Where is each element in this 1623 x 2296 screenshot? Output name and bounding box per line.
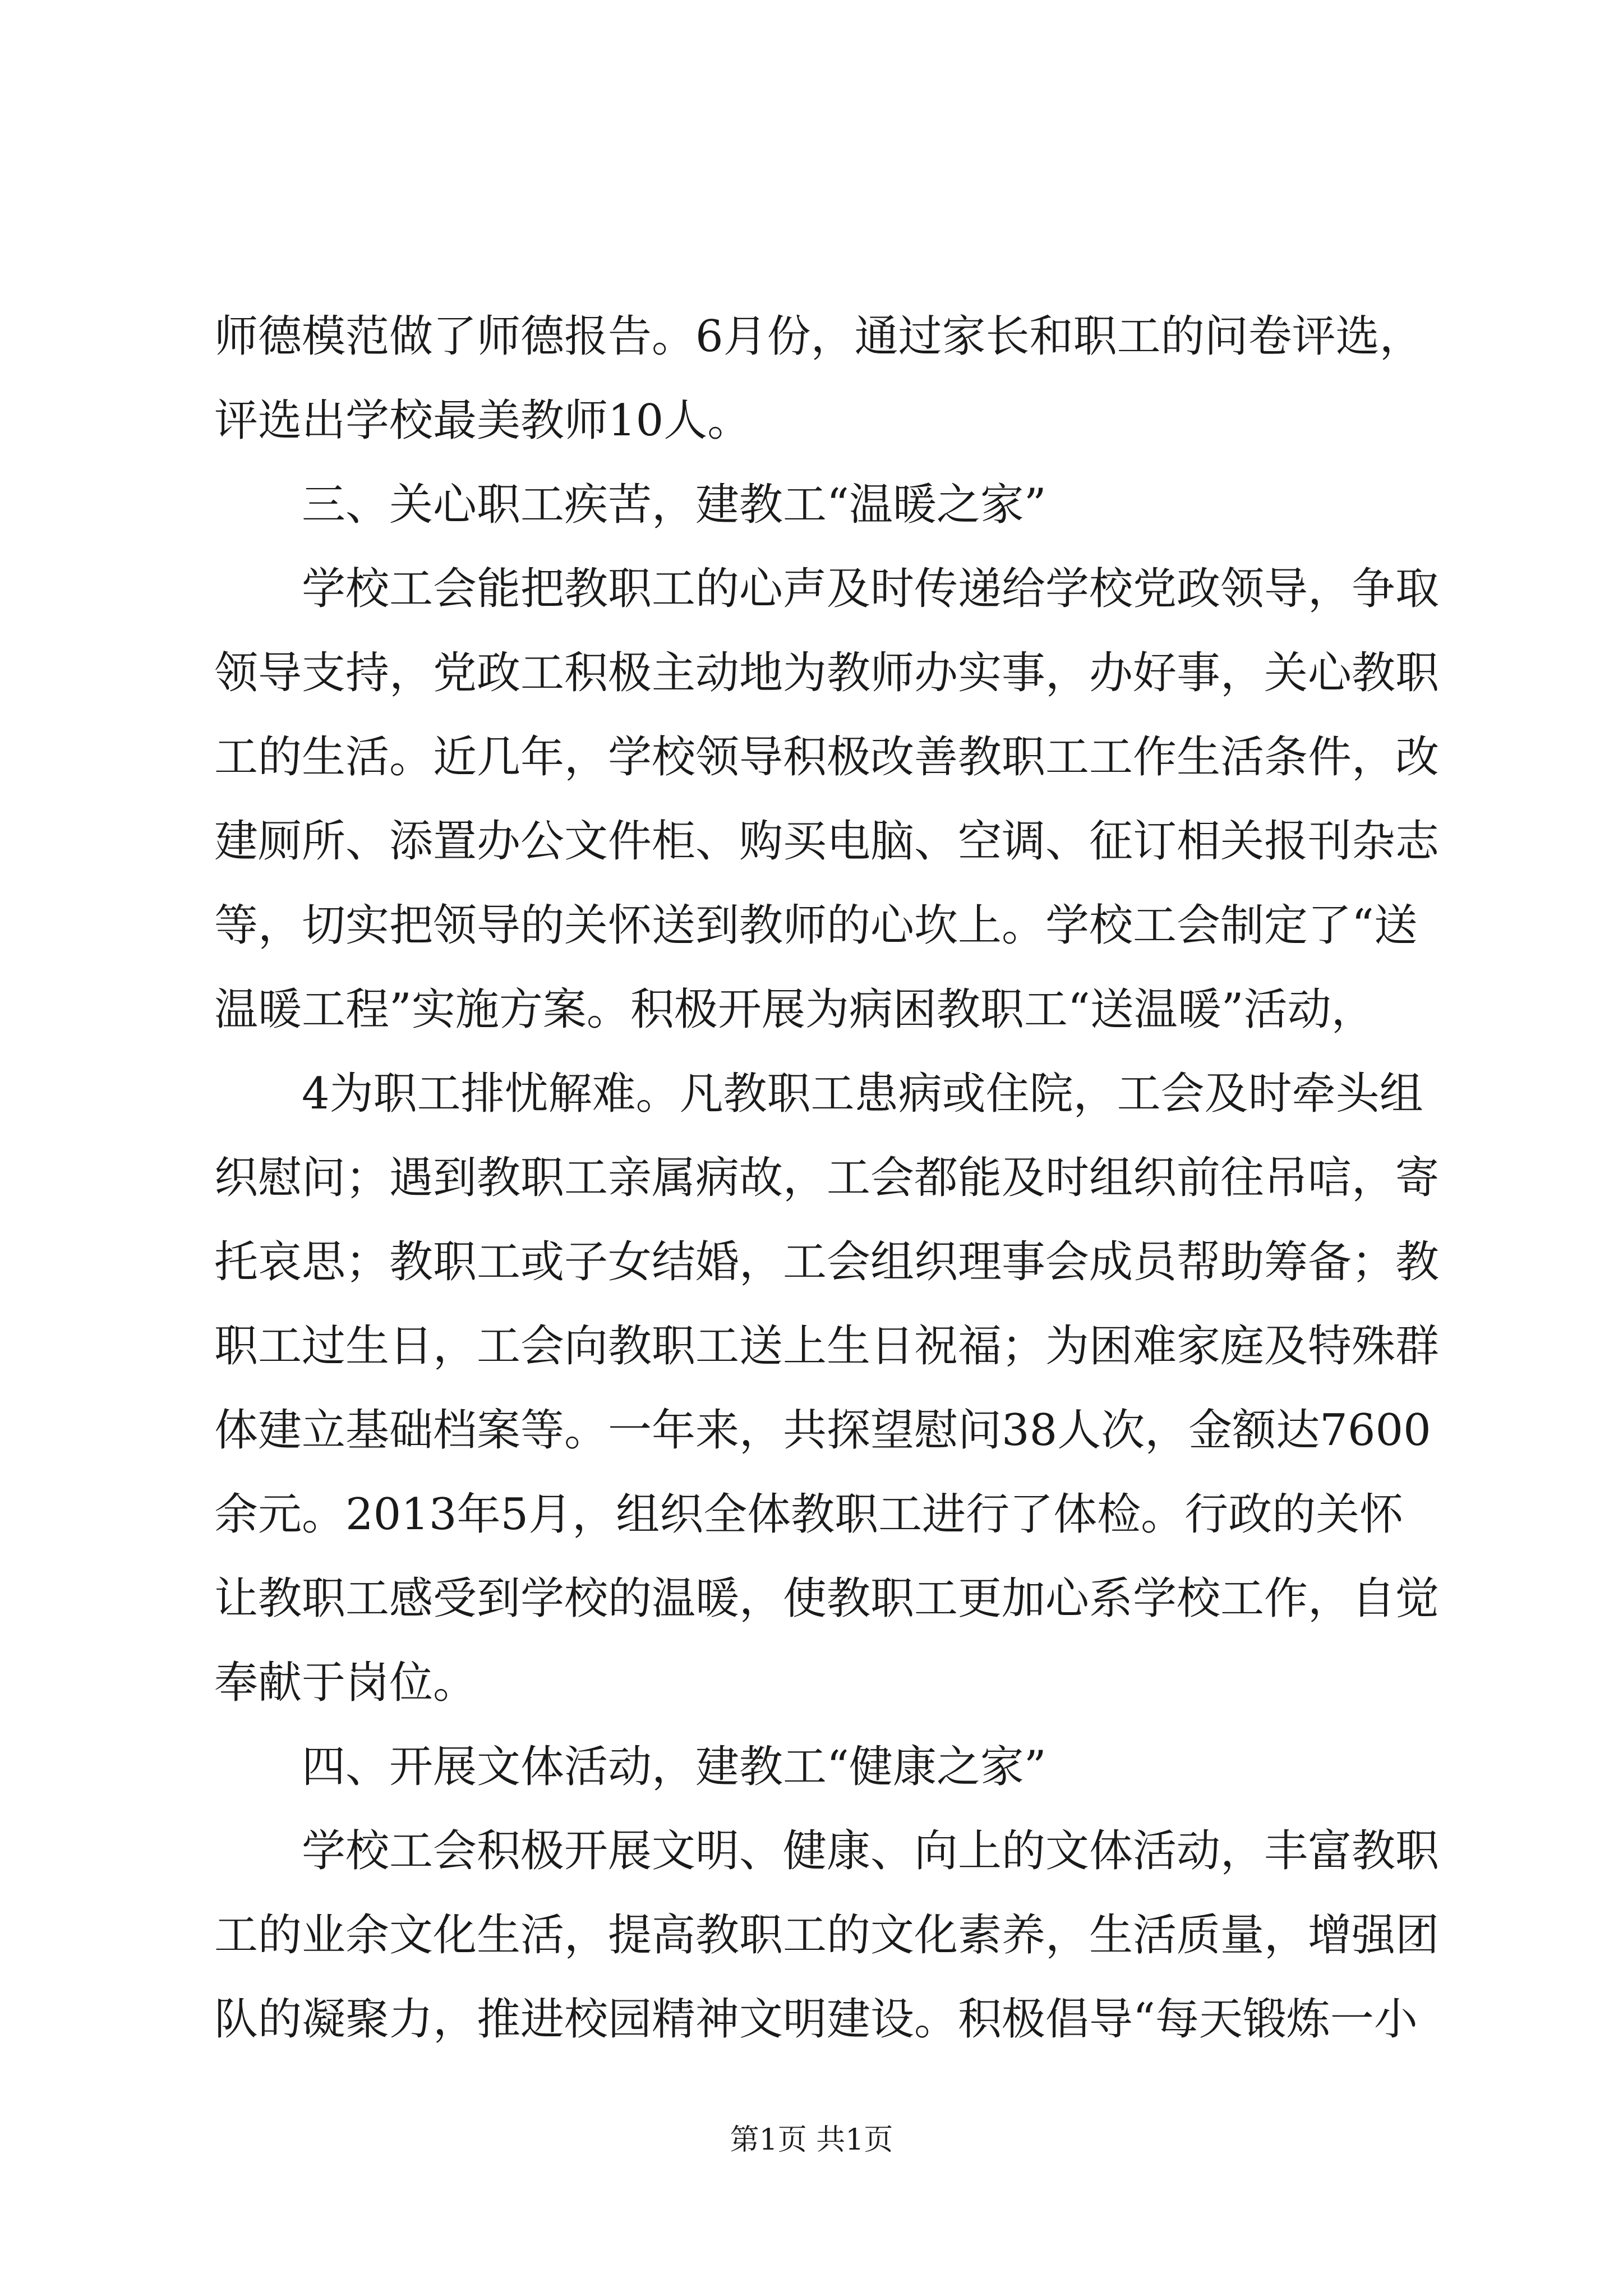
text-line: 工的业余文化生活，提高教职工的文化素养，生活质量，增强团 bbox=[214, 1910, 1440, 1961]
text-line: 让教职工感受到学校的温暖，使教职工更加心系学校工作，自觉 bbox=[214, 1573, 1440, 1624]
text-line: 学校工会能把教职工的心声及时传递给学校党政领导，争取 bbox=[302, 564, 1440, 614]
text-line: 体建立基础档案等。一年来，共探望慰问38人次，金额达7600 bbox=[214, 1405, 1431, 1456]
text-line: 奉献于岗位。 bbox=[214, 1658, 477, 1708]
section-heading: 四、开展文体活动，建教工“健康之家” bbox=[302, 1742, 1046, 1792]
text-line: 学校工会积极开展文明、健康、向上的文体活动，丰富教职 bbox=[302, 1826, 1440, 1876]
text-line: 余元。2013年5月，组织全体教职工进行了体检。行政的关怀 bbox=[214, 1489, 1404, 1540]
page-footer: 第1页 共1页 bbox=[730, 2123, 893, 2157]
text-line: 职工过生日，工会向教职工送上生日祝福；为困难家庭及特殊群 bbox=[214, 1321, 1440, 1372]
text-line: 4为职工排忧解难。凡教职工患病或住院，工会及时牵头组 bbox=[302, 1069, 1423, 1119]
text-line: 织慰问；遇到教职工亲属病故，工会都能及时组织前往吊唁，寄 bbox=[214, 1153, 1440, 1203]
text-line: 托哀思；教职工或子女结婚，工会组织理事会成员帮助筹备；教 bbox=[214, 1237, 1440, 1287]
text-line: 等，切实把领导的关怀送到教师的心坎上。学校工会制定了“送 bbox=[214, 900, 1418, 951]
text-line: 师德模范做了师德报告。6月份，通过家长和职工的问卷评选， bbox=[214, 311, 1423, 362]
text-line: 队的凝聚力，推进校园精神文明建设。积极倡导“每天锻炼一小 bbox=[214, 1994, 1418, 2045]
section-heading: 三、关心职工疾苦，建教工“温暖之家” bbox=[302, 480, 1046, 530]
text-line: 评选出学校最美教师10人。 bbox=[214, 395, 751, 446]
text-line: 领导支持，党政工积极主动地为教师办实事，办好事，关心教职 bbox=[214, 648, 1440, 698]
text-line: 工的生活。近几年，学校领导积极改善教职工工作生活条件，改 bbox=[214, 732, 1440, 783]
text-line: 温暖工程”实施方案。积极开展为病困教职工“送温暖”活动， bbox=[214, 984, 1375, 1035]
text-line: 建厕所、添置办公文件柜、购买电脑、空调、征订相关报刊杂志 bbox=[214, 816, 1440, 867]
